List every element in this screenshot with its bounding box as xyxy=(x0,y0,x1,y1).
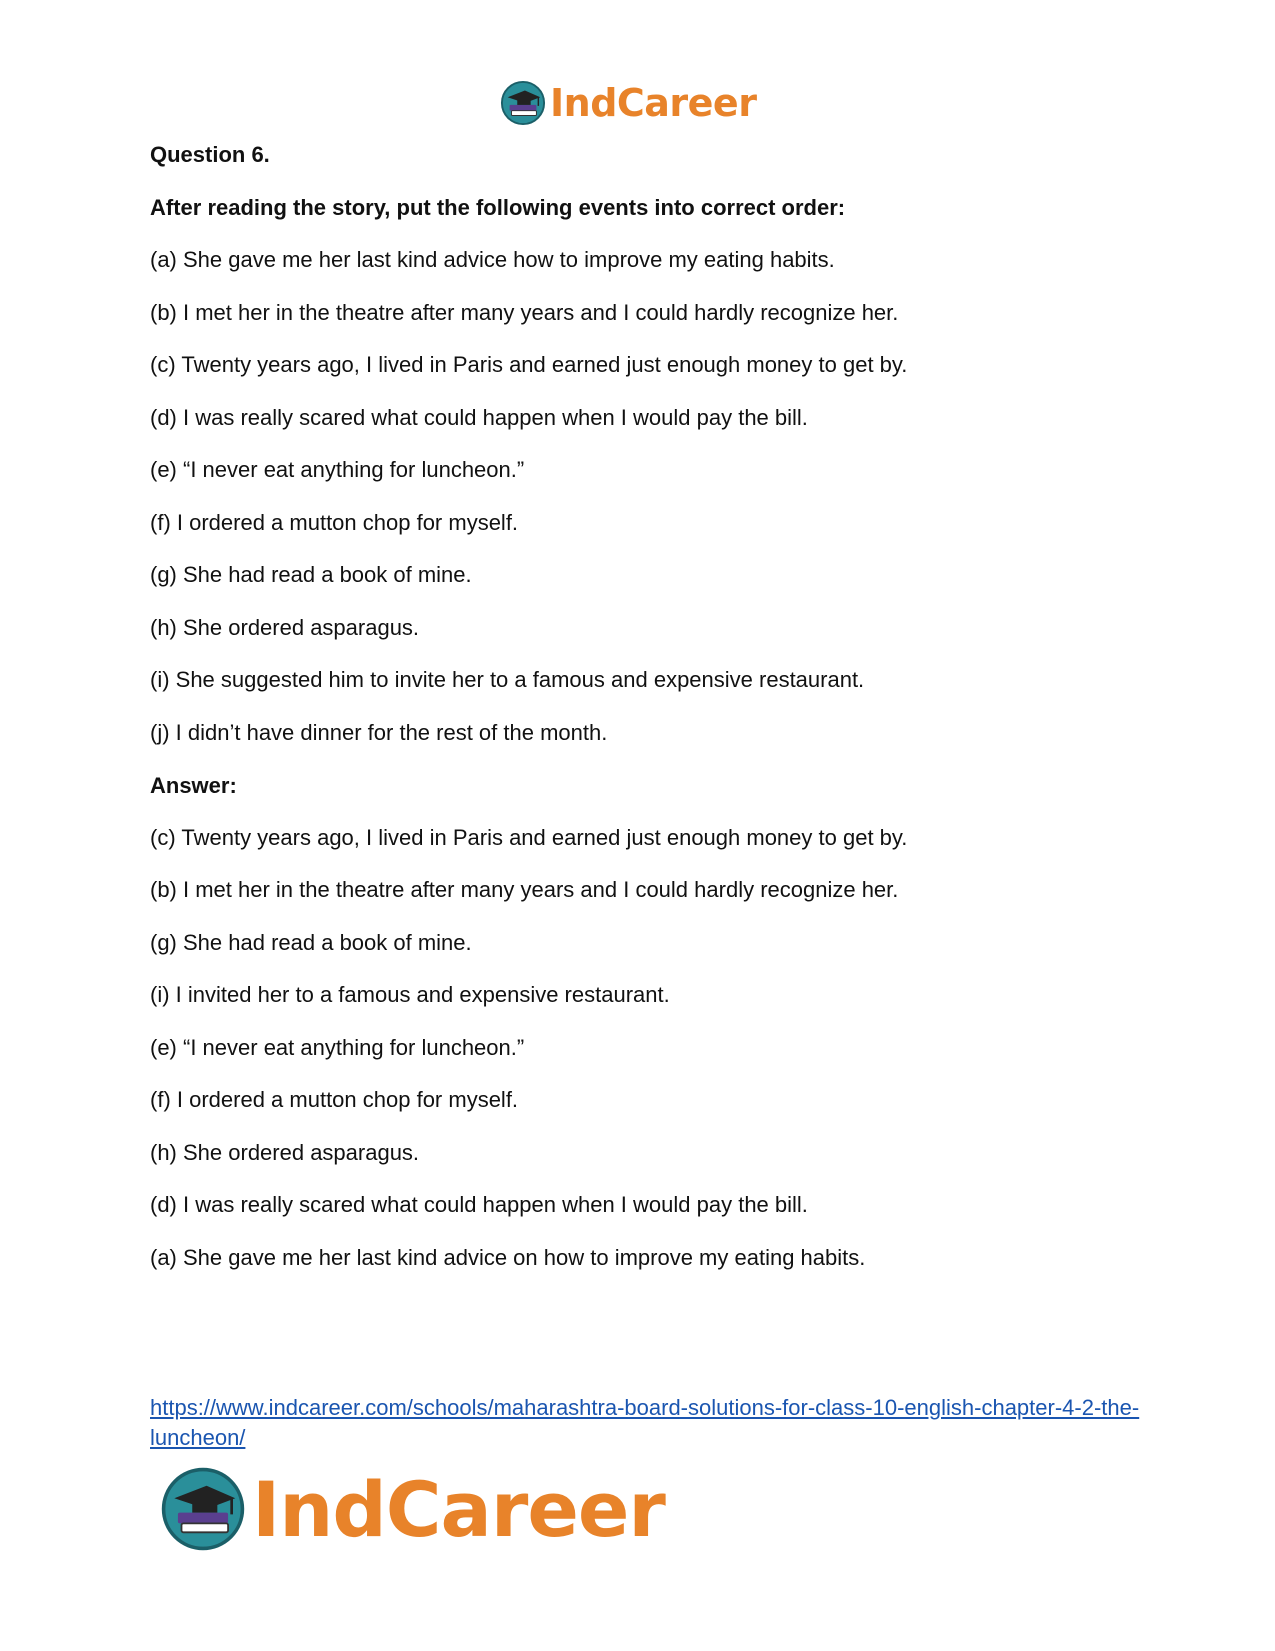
question-item: (f) I ordered a mutton chop for myself. xyxy=(150,510,519,535)
question-item: (e) “I never eat anything for luncheon.” xyxy=(150,457,525,482)
graduation-cap-books-icon xyxy=(500,80,546,126)
graduation-cap-books-icon xyxy=(160,1466,246,1552)
question-item: (g) She had read a book of mine. xyxy=(150,562,472,587)
brand-name: IndCareer xyxy=(550,81,757,125)
question-item: (h) She ordered asparagus. xyxy=(150,615,420,640)
footer-logo xyxy=(160,1464,665,1554)
answer-item: (b) I met her in the theatre after many years and I could hardly recognize her. xyxy=(150,877,899,902)
question-instruction: After reading the story, put the following events into correct order: xyxy=(150,195,846,220)
question-item: (d) I was really scared what could happen when I would pay the bill. xyxy=(150,405,808,430)
answer-item: (a) She gave me her last kind advice on how to improve my eating habits. xyxy=(150,1245,866,1270)
answer-item: (i) I invited her to a famous and expensive restaurant. xyxy=(150,982,670,1007)
answer-item: (g) She had read a book of mine. xyxy=(150,930,472,955)
answer-item: (e) “I never eat anything for luncheon.” xyxy=(150,1035,525,1060)
question-title: Question 6. xyxy=(150,142,270,167)
answer-item: (d) I was really scared what could happen when I would pay the bill. xyxy=(150,1192,808,1217)
question-item: (a) She gave me her last kind advice how to improve my eating habits. xyxy=(150,247,835,272)
answer-title: Answer: xyxy=(150,773,237,798)
question-item: (i) She suggested him to invite her to a famous and expensive restaurant. xyxy=(150,667,865,692)
question-item: (b) I met her in the theatre after many years and I could hardly recognize her. xyxy=(150,300,899,325)
answer-item: (f) I ordered a mutton chop for myself. xyxy=(150,1087,519,1112)
answer-item: (c) Twenty years ago, I lived in Paris and earned just enough money to get by. xyxy=(150,825,908,850)
answer-item: (h) She ordered asparagus. xyxy=(150,1140,420,1165)
source-link[interactable]: https://www.indcareer.com/schools/maharashtra-board-solutions-for-class-10-english-chapter-4-2-the-luncheon/ xyxy=(150,1395,1140,1450)
question-item: (j) I didn’t have dinner for the rest of the month. xyxy=(150,720,608,745)
brand-name: IndCareer xyxy=(252,1464,665,1554)
question-item: (c) Twenty years ago, I lived in Paris and earned just enough money to get by. xyxy=(150,352,908,377)
header-logo xyxy=(500,76,756,130)
